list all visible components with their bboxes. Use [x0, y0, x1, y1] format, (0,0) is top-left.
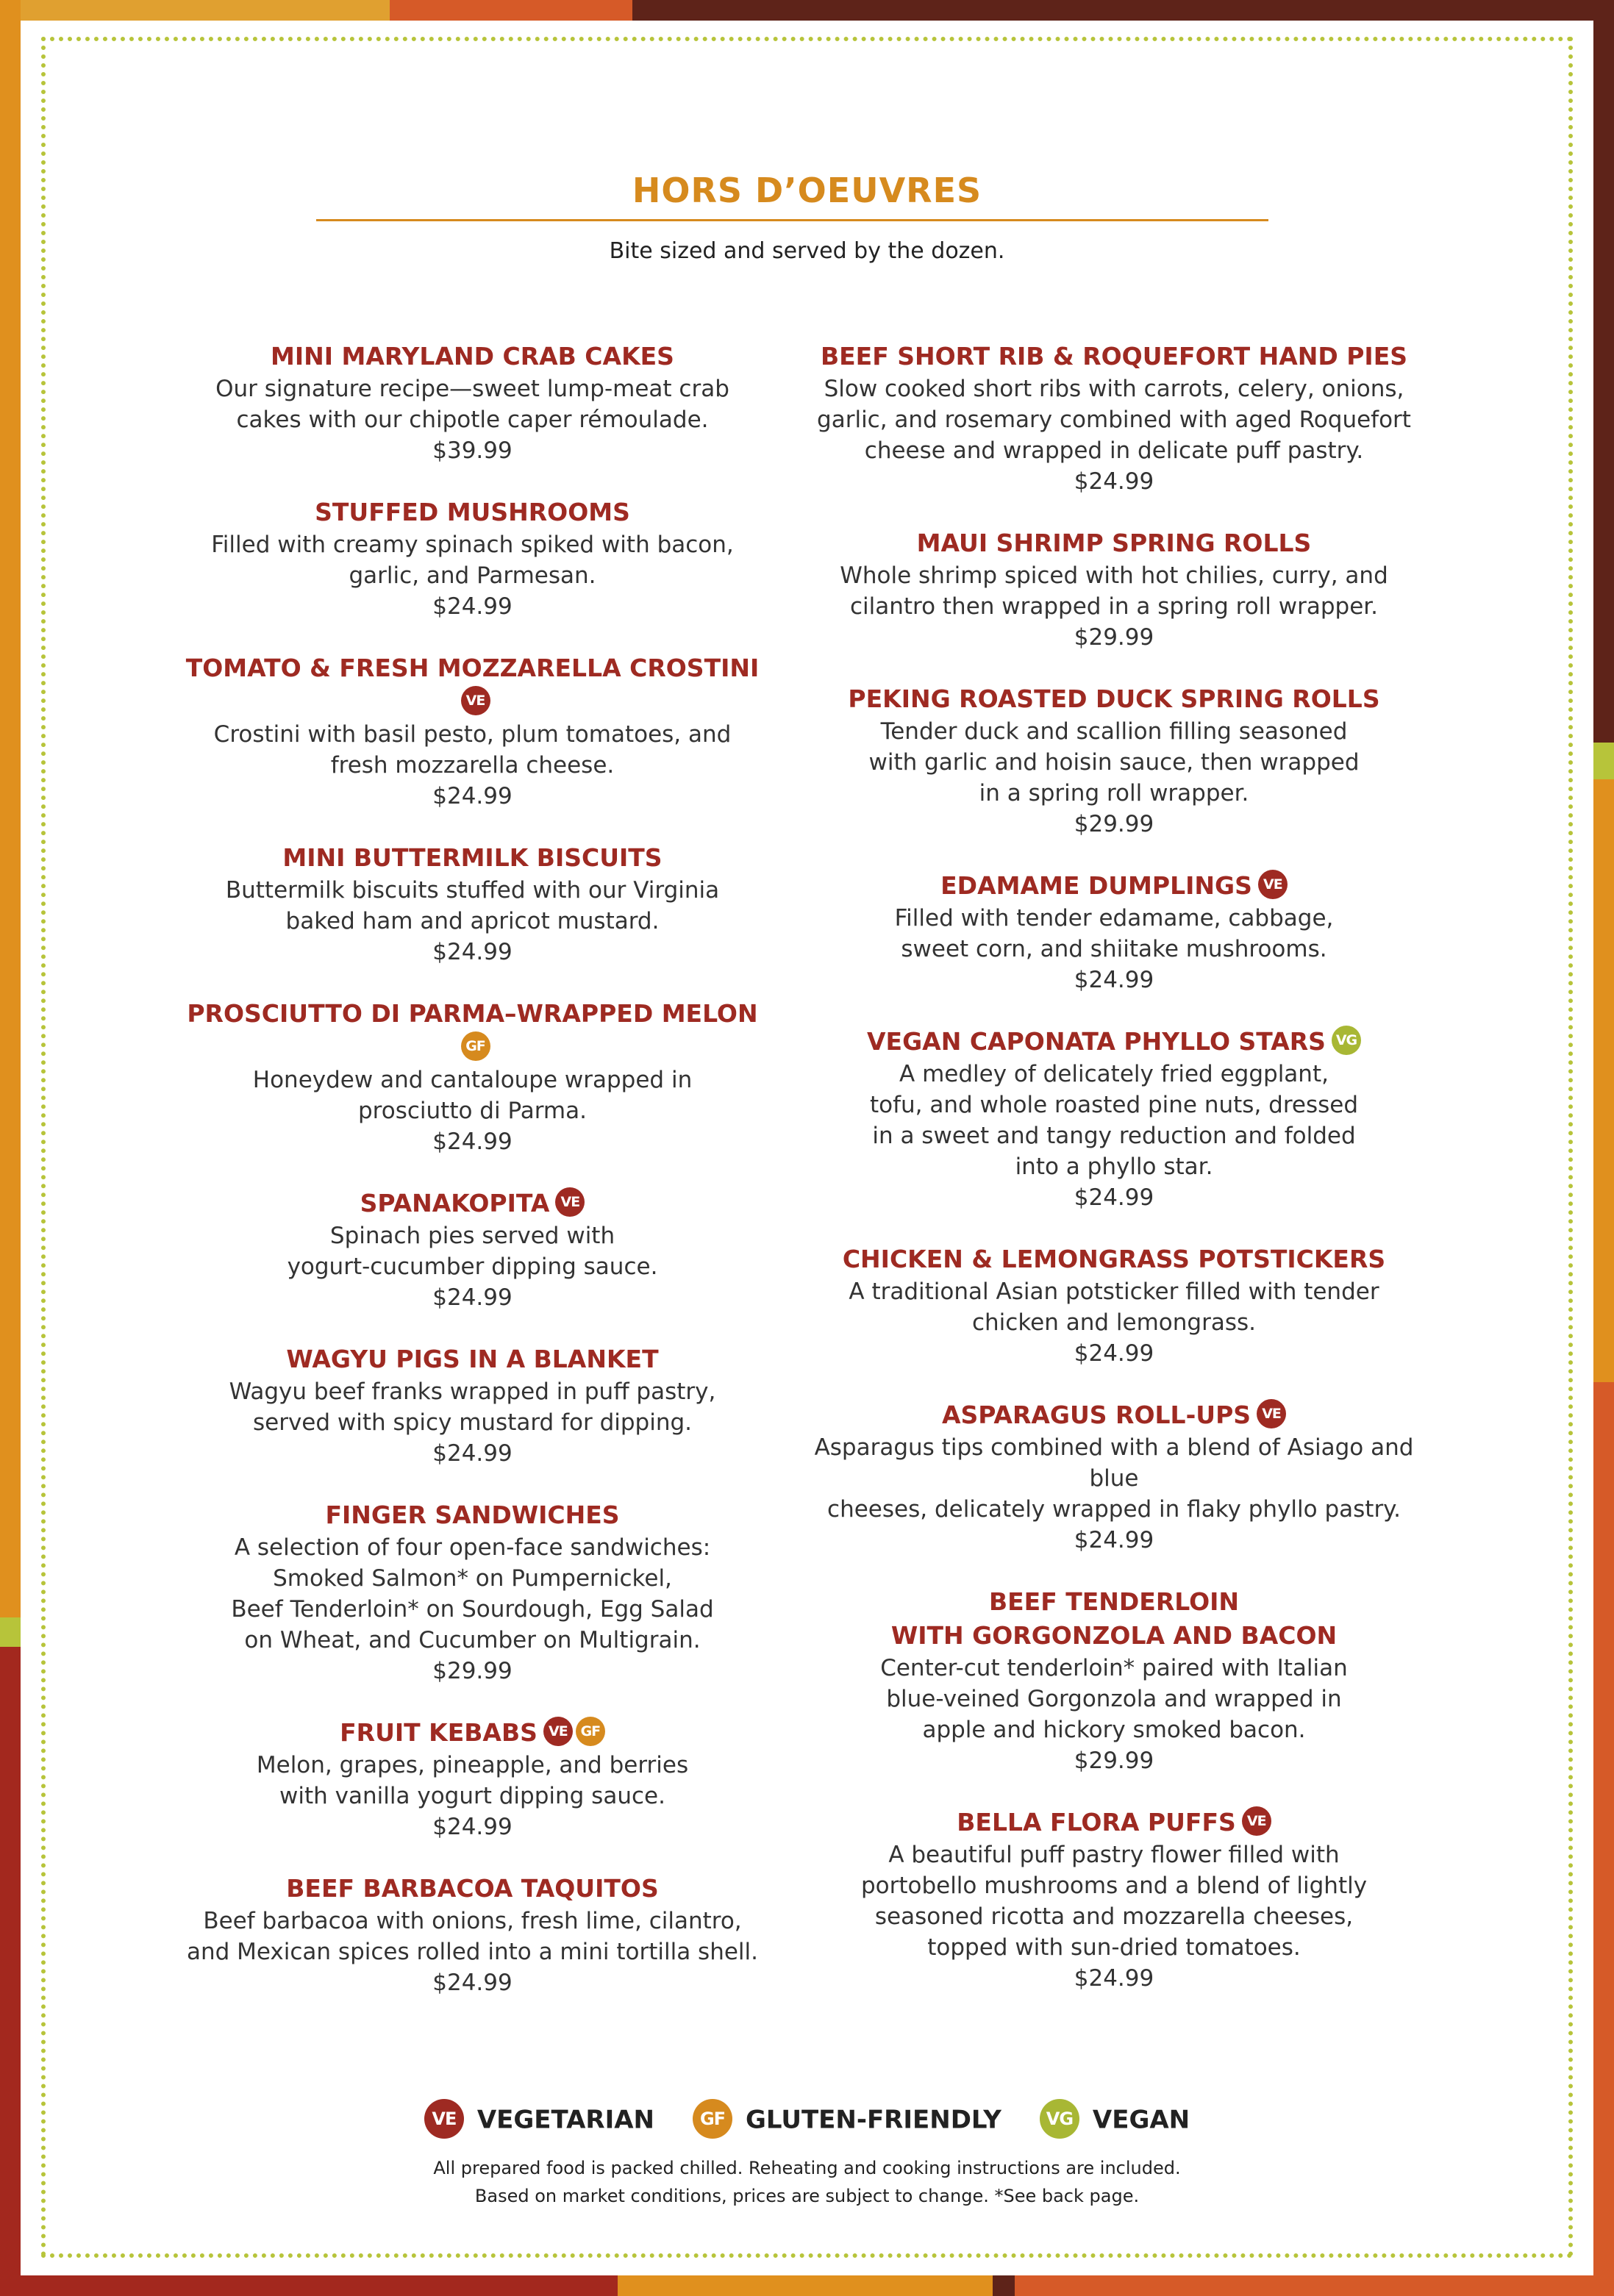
menu-item-price: $24.99 [432, 783, 513, 809]
menu-item-price: $24.99 [432, 1970, 513, 1996]
menu-item-description: Buttermilk biscuits stuffed with our Virginia baked ham and apricot mustard. [225, 877, 720, 934]
menu-item-description: Filled with creamy spinach spiked with bacon, garlic, and Parmesan. [211, 532, 734, 589]
legend-label: VEGAN [1092, 2105, 1190, 2135]
menu-item-price: $29.99 [1074, 1748, 1154, 1774]
menu-item-name: MINI BUTTERMILK BISCUITS [282, 843, 663, 872]
menu-item-description: Our signature recipe—sweet lump-meat crab cakes with our chipotle caper rémoulade. [215, 376, 729, 433]
menu-item-price: $29.99 [1074, 811, 1154, 837]
menu-item-name: PROSCIUTTO DI PARMA–WRAPPED MELONGF [176, 997, 768, 1065]
menu-item [176, 1498, 768, 1687]
menu-item [787, 340, 1441, 497]
menu-item [176, 1872, 768, 1998]
menu-item-price: $24.99 [1074, 468, 1154, 495]
border-bottom-red [0, 2275, 618, 2296]
border-left-green [0, 1617, 21, 1647]
menu-item-description: Spinach pies served with yogurt-cucumber dipping sauce. [287, 1223, 658, 1280]
menu-item-price: $24.99 [1074, 1965, 1154, 1992]
gluten-friendly-badge: GF [461, 1031, 490, 1061]
legend-label: GLUTEN-FRIENDLY [746, 2105, 1001, 2135]
gluten-friendly-badge: GF [693, 2099, 732, 2139]
menu-item-name: FRUIT KEBABS VE GF [176, 1716, 768, 1750]
vegetarian-badge: VE [555, 1187, 585, 1217]
menu-item [787, 1025, 1441, 1213]
border-bottom-orange [618, 2275, 993, 2296]
menu-item-name: PEKING ROASTED DUCK SPRING ROLLS [848, 684, 1380, 713]
menu-item-name: EDAMAME DUMPLINGS VE [787, 869, 1441, 903]
menu-item-description: Beef barbacoa with onions, fresh lime, cilantro, and Mexican spices rolled into a mini tortilla shell. [186, 1908, 759, 1965]
menu-item-name: WAGYU PIGS IN A BLANKET [286, 1345, 659, 1373]
menu-item-description: Wagyu beef franks wrapped in puff pastry, served with spicy mustard for dipping. [229, 1378, 716, 1436]
menu-column-left [176, 340, 768, 2028]
menu-item-name: BEEF SHORT RIB & ROQUEFORT HAND PIES [820, 342, 1408, 371]
border-right-brown [1593, 0, 1614, 743]
gluten-friendly-badge: GF [576, 1717, 605, 1746]
border-bottom-brown [993, 2275, 1015, 2296]
menu-item-name: TOMATO & FRESH MOZZARELLA CROSTINIVE [176, 651, 768, 719]
border-right-green [1593, 743, 1614, 779]
vegetarian-badge: VE [424, 2099, 464, 2139]
border-right-orange [1593, 779, 1614, 1382]
menu-item-description: Center-cut tenderloin* paired with Italian blue-veined Gorgonzola and wrapped in apple and hickory smoked bacon. [880, 1655, 1348, 1743]
menu-item-description: A beautiful puff pastry flower filled with portobello mushrooms and a blend of lightly seasoned ricotta and mozzarella cheeses, topped with sun-dried tomatoes. [860, 1842, 1368, 1961]
page-subtitle: Bite sized and served by the dozen. [609, 238, 1005, 264]
menu-item-description: Honeydew and cantaloupe wrapped in prosciutto di Parma. [252, 1067, 693, 1124]
menu-item-description: Filled with tender edamame, cabbage, sweet corn, and shiitake mushrooms. [894, 905, 1334, 962]
vegan-badge: VG [1040, 2099, 1079, 2139]
legend-item [424, 2101, 654, 2141]
menu-item [176, 340, 768, 466]
menu-item [176, 1342, 768, 1469]
menu-item-price: $39.99 [432, 437, 513, 464]
menu-item-description: A medley of delicately fried eggplant, tofu, and whole roasted pine nuts, dressed in a sweet and tangy reduction and folded into a phyllo star. [869, 1061, 1359, 1180]
title-underline [316, 219, 1268, 221]
menu-item-name: FINGER SANDWICHES [325, 1501, 620, 1529]
footer-line-1: All prepared food is packed chilled. Reheating and cooking instructions are included. [433, 2158, 1181, 2178]
menu-item-price: $24.99 [432, 1440, 513, 1467]
menu-item-description: Crostini with basil pesto, plum tomatoes, and fresh mozzarella cheese. [213, 721, 732, 779]
menu-item [176, 651, 768, 812]
menu-item-name: MAUI SHRIMP SPRING ROLLS [916, 529, 1312, 557]
footer-line-2: Based on market conditions, prices are subject to change. *See back page. [474, 2186, 1140, 2206]
menu-item-price: $24.99 [432, 1284, 513, 1311]
menu-item [176, 997, 768, 1157]
menu-item-description: Slow cooked short ribs with carrots, celery, onions, garlic, and rosemary combined with aged Roquefort cheese and wrapped in delicate puff pastry. [817, 376, 1411, 464]
border-top-red-orange [390, 0, 632, 21]
dietary-legend [0, 2101, 1614, 2141]
menu-item [176, 841, 768, 968]
footer-notes [0, 2154, 1614, 2210]
menu-item [787, 682, 1441, 840]
menu-item [176, 1187, 768, 1313]
vegetarian-badge: VE [1257, 1399, 1286, 1428]
menu-item-description: A traditional Asian potsticker filled with tender chicken and lemongrass. [849, 1278, 1379, 1336]
border-top-orange [0, 0, 390, 21]
border-top-brown [632, 0, 1614, 21]
legend-item [693, 2101, 1001, 2141]
menu-item [787, 1806, 1441, 1994]
vegetarian-badge: VE [1258, 870, 1288, 899]
menu-item-name: STUFFED MUSHROOMS [315, 498, 630, 526]
vegetarian-badge: VE [1242, 1806, 1271, 1836]
menu-item-description: Melon, grapes, pineapple, and berries with vanilla yogurt dipping sauce. [256, 1752, 689, 1809]
legend-item [1040, 2101, 1190, 2141]
menu-item-name: BEEF TENDERLOIN WITH GORGONZOLA AND BACON [890, 1587, 1338, 1650]
menu-item-description: A selection of four open-face sandwiches: Smoked Salmon* on Pumpernickel, Beef Tenderloin* on Sourdough, Egg Salad on Wheat, and Cucumber on Multigrain. [231, 1534, 714, 1653]
menu-item-price: $24.99 [432, 1814, 513, 1840]
menu-item-description: Asparagus tips combined with a blend of Asiago and blue cheeses, delicately wrapped in flaky phyllo pastry. [814, 1434, 1414, 1523]
menu-item [787, 1398, 1441, 1556]
menu-item-description: Tender duck and scallion filling seasoned with garlic and hoisin sauce, then wrapped in a spring roll wrapper. [868, 718, 1360, 807]
menu-item-price: $24.99 [432, 939, 513, 965]
vegetarian-badge: VE [543, 1717, 573, 1746]
border-bottom-red-orange [1015, 2275, 1614, 2296]
menu-item [176, 1716, 768, 1842]
menu-item-name: SPANAKOPITA VE [176, 1187, 768, 1220]
vegetarian-badge: VE [461, 686, 490, 715]
menu-column-right [787, 340, 1441, 2023]
menu-item [176, 496, 768, 622]
menu-item-name: BEEF BARBACOA TAQUITOS [286, 1874, 659, 1903]
menu-item-name: VEGAN CAPONATA PHYLLO STARS VG [787, 1025, 1441, 1059]
menu-item-price: $24.99 [1074, 1527, 1154, 1553]
menu-item-price: $24.99 [1074, 1184, 1154, 1211]
menu-item-price: $29.99 [1074, 624, 1154, 651]
menu-item [787, 1242, 1441, 1369]
menu-item-name: BELLA FLORA PUFFS VE [787, 1806, 1441, 1839]
menu-item-name: ASPARAGUS ROLL-UPS VE [787, 1398, 1441, 1432]
menu-item-name: MINI MARYLAND CRAB CAKES [271, 342, 674, 371]
menu-item [787, 869, 1441, 995]
menu-item-description: Whole shrimp spiced with hot chilies, curry, and cilantro then wrapped in a spring roll wrapper. [840, 562, 1388, 620]
menu-item-price: $24.99 [1074, 967, 1154, 993]
menu-item [787, 1585, 1441, 1776]
legend-label: VEGETARIAN [476, 2105, 654, 2135]
menu-item-price: $29.99 [432, 1658, 513, 1684]
menu-item-price: $24.99 [432, 1129, 513, 1155]
menu-item-price: $24.99 [432, 593, 513, 620]
menu-item [787, 526, 1441, 653]
vegan-badge: VG [1332, 1026, 1361, 1055]
page-title: HORS D’OEUVRES [632, 171, 982, 210]
menu-item-price: $24.99 [1074, 1340, 1154, 1367]
menu-item-name: CHICKEN & LEMONGRASS POTSTICKERS [842, 1245, 1386, 1273]
